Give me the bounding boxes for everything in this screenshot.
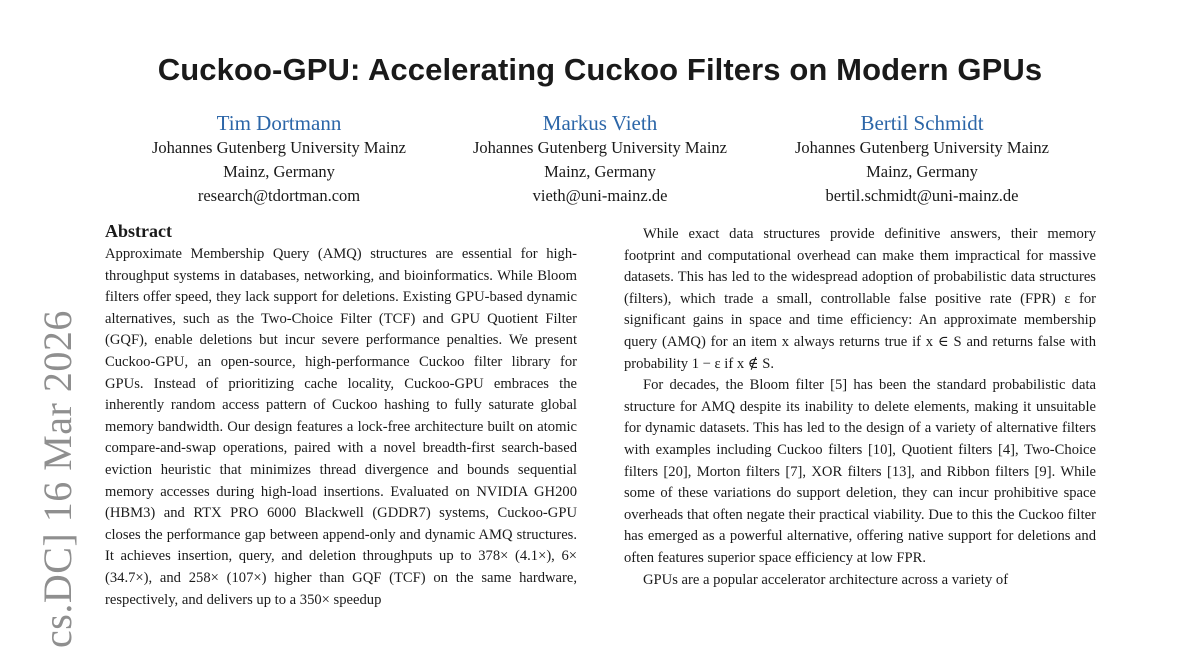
arxiv-stamp: cs.DC] 16 Mar 2026 [35,310,80,648]
author-affiliation: Johannes Gutenberg University Mainz [151,138,407,157]
author-affiliation: Johannes Gutenberg University Mainz [794,138,1050,157]
author-email: vieth@uni-mainz.de [532,186,668,205]
author-name[interactable]: Tim Dortmann [216,111,342,135]
abstract-text: Approximate Membership Query (AMQ) structures are essential for high-throughput systems in databases, networking, and bioinformatics. While Bloom filters offer speed, they lack support for deletions. Existing GPU-based dynamic alternatives, such as the Two-Choice Filter (TCF) and GPU Quotient Filter (GQF), enable deletions but incur severe performance penalties. We present Cuckoo-GPU, an open-source, high-performance Cuckoo filter library for GPUs. Instead of prioritizing cache locality, Cuckoo-GPU embraces the inherently random access pattern of Cuckoo hashing to fully saturate global memory bandwidth. Our design features a lock-free architecture built on atomic compare-and-swap operations, paired with a novel breadth-first search-based eviction heuristic that minimizes thread divergence and bounds sequential memory accesses during high-load insertions. Evaluated on NVIDIA GH200 (HBM3) and RTX PRO 6000 Blackwell (GDDR7) systems, Cuckoo-GPU closes the performance gap between append-only and dynamic AMQ structures. It achieves insertion, query, and deletion throughputs up to 378× (4.1×), 6× (34.7×), and 258× (107×) higher than GQF (TCF) on the same hardware, respectively, and delivers up to a 350× speedup [105,246,577,608]
author-affiliation: Johannes Gutenberg University Mainz [472,138,728,157]
right-column [624,224,1096,591]
author-block-1 [119,110,439,208]
left-column [105,218,577,611]
author-block-2 [440,110,760,208]
intro-paragraph: GPUs are a popular accelerator architecture across a variety of [643,571,1009,588]
author-name[interactable]: Markus Vieth [542,111,658,135]
intro-paragraph: While exact data structures provide definitive answers, their memory footprint and computational overhead can make them impractical for massive datasets. This has led to the widespread adoption of probabilistic data structures (filters), which trade a small, controllable false positive rate (FPR) ε for significant gains in space and time efficiency: An approximate membership query (AMQ) for an item x always returns true if x ∈ S and returns false with probability 1 − ε if x ∉ S. [624,226,1096,372]
abstract-heading: Abstract [105,221,172,241]
author-location: Mainz, Germany [866,162,978,181]
author-name[interactable]: Bertil Schmidt [860,111,984,135]
author-email: bertil.schmidt@uni-mainz.de [825,186,1019,205]
author-block-3 [762,110,1082,208]
author-location: Mainz, Germany [223,162,335,181]
paper-title: Cuckoo-GPU: Accelerating Cuckoo Filters on Modern GPUs [157,52,1043,87]
author-location: Mainz, Germany [544,162,656,181]
author-email: research@tdortman.com [197,186,361,205]
intro-paragraph: For decades, the Bloom filter [5] has been the standard probabilistic data structure for AMQ despite its inability to delete elements, making it unsuitable for dynamic datasets. This has led to the design of a variety of alternative filters with examples including Cuckoo filters [10], Quotient filters [4], Two-Choice filters [20], Morton filters [7], XOR filters [13], and Ribbon filters [9]. While some of these variations do support deletion, they can incur prohibitive space overheads that often negate their practical viability. Due to this the Cuckoo filter has emerged as a powerful alternative, offering native support for deletions and often features superior space efficiency at low FPR. [624,377,1096,566]
